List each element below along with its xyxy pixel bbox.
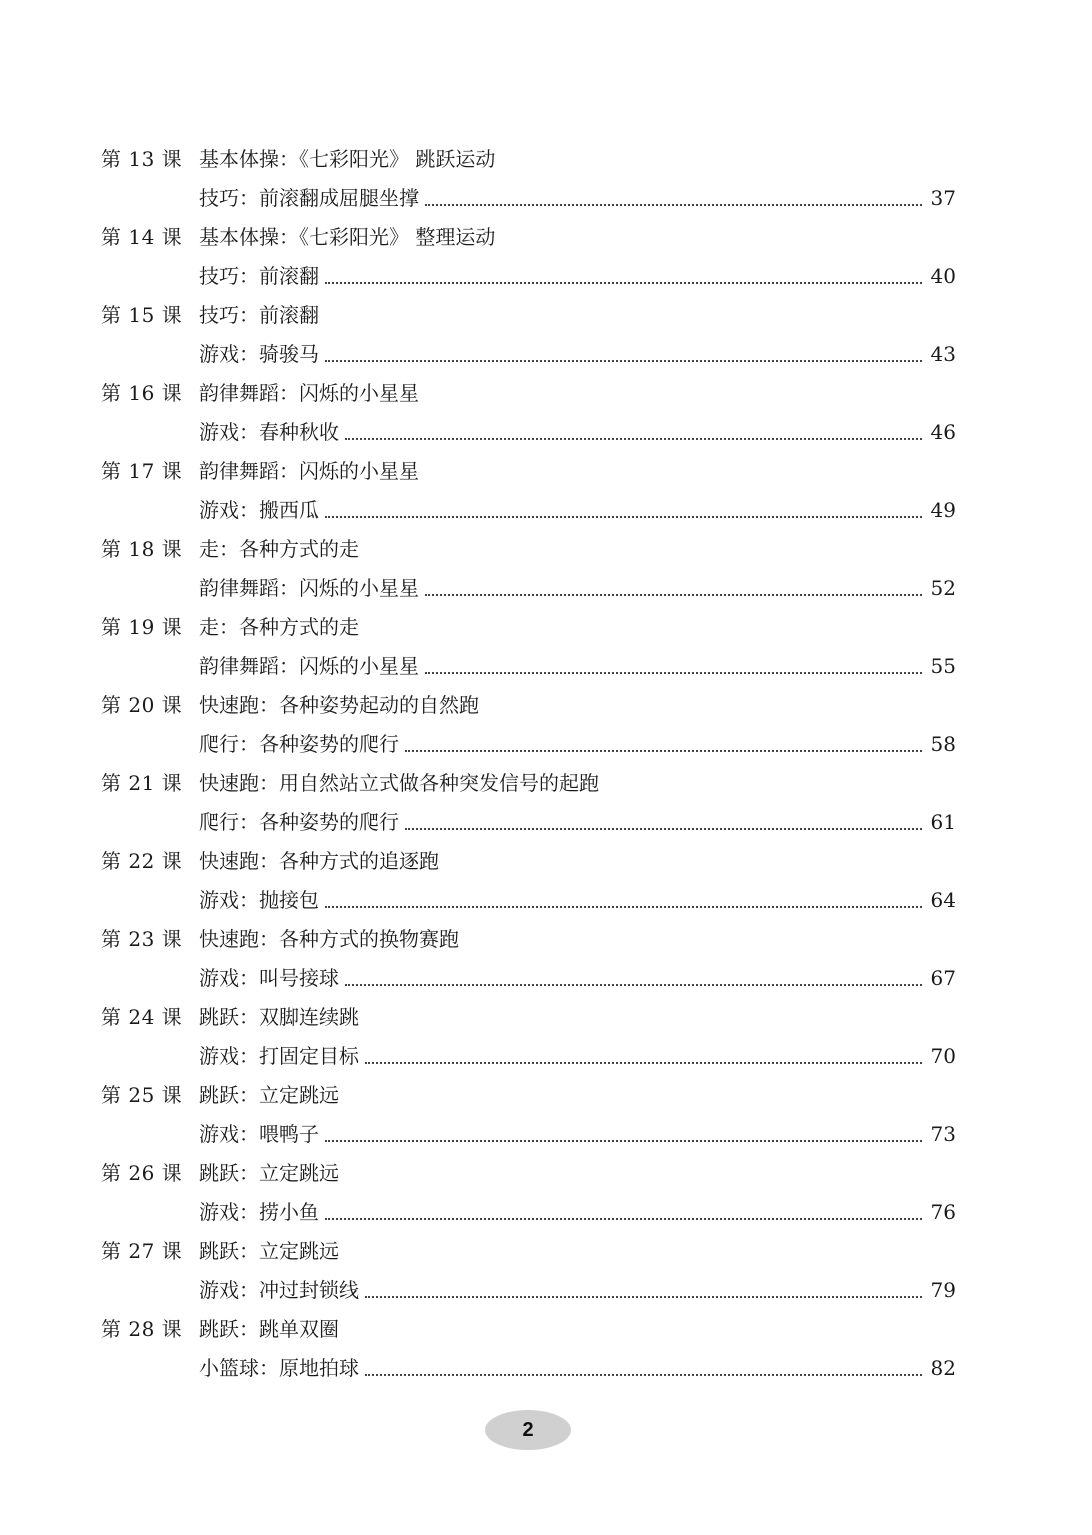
toc-sub-row: [101, 1349, 956, 1388]
toc-sub-row: [101, 1037, 956, 1076]
page-number: 67: [930, 966, 956, 990]
lesson-number: 第 16 课: [101, 381, 183, 405]
lesson-number: 第 24 课: [101, 1005, 183, 1029]
page-number: 82: [930, 1356, 956, 1380]
lesson-subtopic: 游戏：打固定目标: [199, 1044, 359, 1068]
toc-lesson-row: [101, 1076, 956, 1115]
lesson-topic: 快速跑：各种方式的换物赛跑: [199, 927, 459, 951]
lesson-topic: 基本体操：《七彩阳光》 整理运动: [199, 225, 496, 249]
toc-sub-row: [101, 413, 956, 452]
dot-leader: [365, 1349, 922, 1388]
lesson-number: 第 21 课: [101, 771, 183, 795]
toc-lesson-row: [101, 686, 956, 725]
toc-lesson-row: [101, 764, 956, 803]
lesson-topic: 快速跑：用自然站立式做各种突发信号的起跑: [199, 771, 599, 795]
toc-lesson-row: [101, 1232, 956, 1271]
lesson-topic: 韵律舞蹈：闪烁的小星星: [199, 459, 419, 483]
lesson-number: 第 25 课: [101, 1083, 183, 1107]
toc-sub-row: [101, 179, 956, 218]
toc-lesson-row: [101, 608, 956, 647]
toc-lesson-row: [101, 1154, 956, 1193]
toc-entry: [101, 1154, 956, 1232]
lesson-subtopic: 游戏：搬西瓜: [199, 498, 319, 522]
lesson-number: 第 18 课: [101, 537, 183, 561]
toc-sub-row: [101, 803, 956, 842]
toc-sub-row: [101, 1115, 956, 1154]
dot-leader: [325, 491, 922, 530]
page-number: 61: [930, 810, 956, 834]
lesson-subtopic: 爬行：各种姿势的爬行: [199, 732, 399, 756]
lesson-number: 第 15 课: [101, 303, 183, 327]
page-number: 46: [930, 420, 956, 444]
toc-entry: [101, 452, 956, 530]
lesson-subtopic: 游戏：抛接包: [199, 888, 319, 912]
toc-entry: [101, 218, 956, 296]
page-number: 58: [930, 732, 956, 756]
lesson-number: 第 26 课: [101, 1161, 183, 1185]
toc-sub-row: [101, 959, 956, 998]
toc-entry: [101, 1076, 956, 1154]
toc-entry: [101, 764, 956, 842]
dot-leader: [425, 179, 922, 218]
lesson-subtopic: 游戏：叫号接球: [199, 966, 339, 990]
toc-lesson-row: [101, 140, 956, 179]
page-number: 70: [930, 1044, 956, 1068]
lesson-topic: 技巧：前滚翻: [199, 303, 319, 327]
toc-entry: [101, 920, 956, 998]
dot-leader: [325, 1193, 922, 1232]
lesson-topic: 快速跑：各种姿势起动的自然跑: [199, 693, 479, 717]
page-number: 79: [930, 1278, 956, 1302]
dot-leader: [325, 257, 922, 296]
toc-entry: [101, 140, 956, 218]
lesson-number: 第 20 课: [101, 693, 183, 717]
page-number: 43: [930, 342, 956, 366]
lesson-topic: 跳跃：跳单双圈: [199, 1317, 339, 1341]
toc-lesson-row: [101, 452, 956, 491]
lesson-number: 第 22 课: [101, 849, 183, 873]
toc-lesson-row: [101, 842, 956, 881]
lesson-topic: 跳跃：立定跳远: [199, 1161, 339, 1185]
page-number: 52: [930, 576, 956, 600]
toc-lesson-row: [101, 374, 956, 413]
toc-sub-row: [101, 257, 956, 296]
toc-entry: [101, 296, 956, 374]
dot-leader: [405, 803, 922, 842]
page-number-badge: 2: [485, 1410, 571, 1450]
lesson-number: 第 27 课: [101, 1239, 183, 1263]
toc-lesson-row: [101, 998, 956, 1037]
dot-leader: [425, 647, 922, 686]
page-number: 64: [930, 888, 956, 912]
toc-lesson-row: [101, 920, 956, 959]
toc-entry: [101, 842, 956, 920]
lesson-subtopic: 韵律舞蹈：闪烁的小星星: [199, 654, 419, 678]
toc-sub-row: [101, 335, 956, 374]
page-number: 55: [930, 654, 956, 678]
dot-leader: [325, 881, 922, 920]
lesson-topic: 快速跑：各种方式的追逐跑: [199, 849, 439, 873]
page-number: 76: [930, 1200, 956, 1224]
lesson-topic: 跳跃：双脚连续跳: [199, 1005, 359, 1029]
lesson-topic: 走：各种方式的走: [199, 537, 359, 561]
lesson-number: 第 19 课: [101, 615, 183, 639]
toc-entry: [101, 998, 956, 1076]
lesson-topic: 跳跃：立定跳远: [199, 1083, 339, 1107]
toc-sub-row: [101, 1271, 956, 1310]
toc-entry: [101, 608, 956, 686]
lesson-topic: 走：各种方式的走: [199, 615, 359, 639]
toc-entry: [101, 686, 956, 764]
toc-lesson-row: [101, 218, 956, 257]
dot-leader: [365, 1271, 922, 1310]
toc-sub-row: [101, 569, 956, 608]
toc-lesson-row: [101, 530, 956, 569]
page-number: 73: [930, 1122, 956, 1146]
lesson-topic: 基本体操：《七彩阳光》 跳跃运动: [199, 147, 496, 171]
dot-leader: [365, 1037, 922, 1076]
toc-entry: [101, 530, 956, 608]
page-number: 49: [930, 498, 956, 522]
dot-leader: [345, 413, 922, 452]
dot-leader: [325, 335, 922, 374]
toc-entry: [101, 374, 956, 452]
toc-lesson-row: [101, 296, 956, 335]
toc-entry: [101, 1310, 956, 1388]
lesson-subtopic: 技巧：前滚翻成屈腿坐撑: [199, 186, 419, 210]
lesson-number: 第 13 课: [101, 147, 183, 171]
dot-leader: [325, 1115, 922, 1154]
lesson-subtopic: 游戏：骑骏马: [199, 342, 319, 366]
lesson-subtopic: 韵律舞蹈：闪烁的小星星: [199, 576, 419, 600]
lesson-number: 第 23 课: [101, 927, 183, 951]
lesson-subtopic: 技巧：前滚翻: [199, 264, 319, 288]
lesson-subtopic: 爬行：各种姿势的爬行: [199, 810, 399, 834]
toc-sub-row: [101, 881, 956, 920]
lesson-subtopic: 游戏：春种秋收: [199, 420, 339, 444]
lesson-number: 第 28 课: [101, 1317, 183, 1341]
toc-sub-row: [101, 1193, 956, 1232]
page-number: 37: [930, 186, 956, 210]
lesson-subtopic: 游戏：捞小鱼: [199, 1200, 319, 1224]
toc-lesson-row: [101, 1310, 956, 1349]
dot-leader: [345, 959, 922, 998]
lesson-topic: 韵律舞蹈：闪烁的小星星: [199, 381, 419, 405]
lesson-number: 第 17 课: [101, 459, 183, 483]
table-of-contents: [101, 140, 956, 1388]
page-number: 40: [930, 264, 956, 288]
toc-sub-row: [101, 725, 956, 764]
lesson-subtopic: 游戏：喂鸭子: [199, 1122, 319, 1146]
lesson-subtopic: 游戏：冲过封锁线: [199, 1278, 359, 1302]
lesson-number: 第 14 课: [101, 225, 183, 249]
dot-leader: [425, 569, 922, 608]
toc-sub-row: [101, 647, 956, 686]
toc-entry: [101, 1232, 956, 1310]
dot-leader: [405, 725, 922, 764]
lesson-topic: 跳跃：立定跳远: [199, 1239, 339, 1263]
lesson-subtopic: 小篮球：原地拍球: [199, 1356, 359, 1380]
toc-sub-row: [101, 491, 956, 530]
